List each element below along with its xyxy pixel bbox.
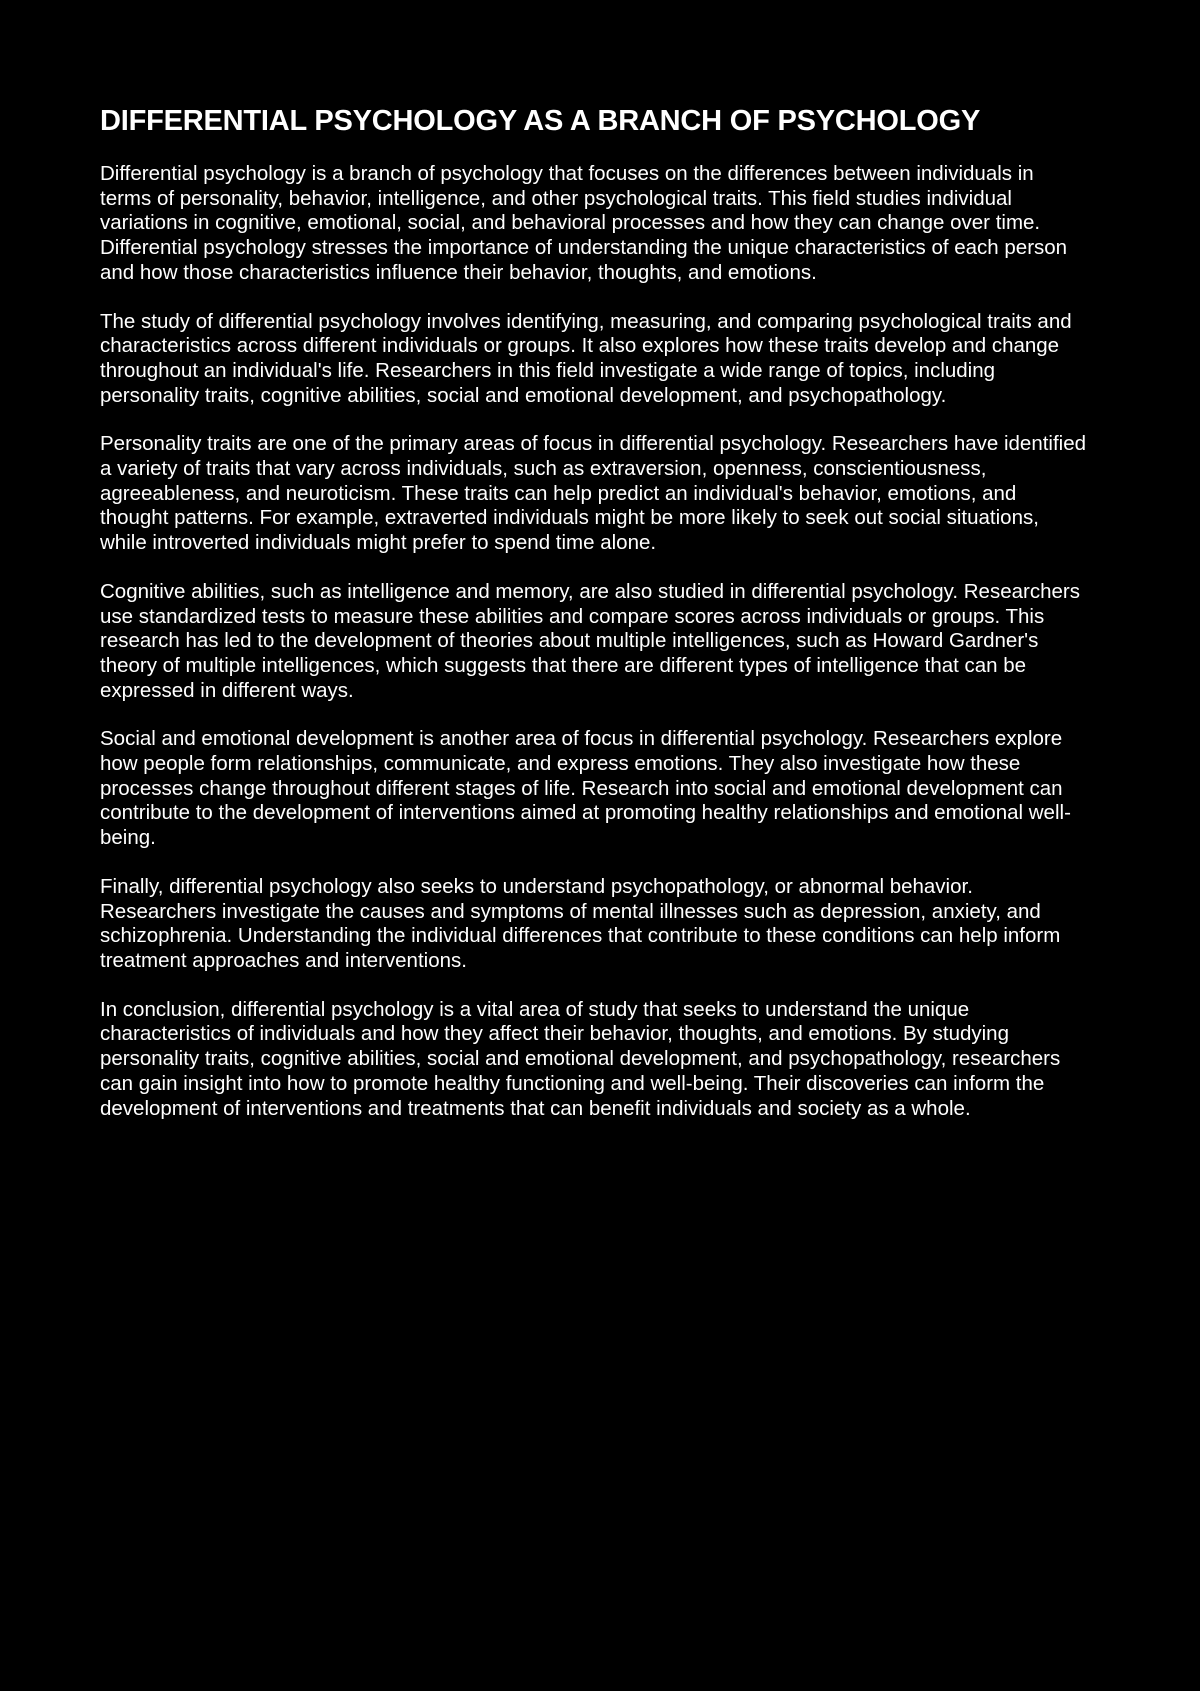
paragraph-introduction: Differential psychology is a branch of psychology that focuses on the differences between individuals in terms of personality, behavior, intelligence, and other psychological traits. This field studies individual variations in cognitive, emotional, social, and behavioral processes and how they can change over time. Differential psychology stresses the importance of understanding the unique characteristics of each person and how those characteristics influence their behavior, thoughts, and emotions. xyxy=(100,162,1068,284)
paragraph-psychopathology: Finally, differential psychology also seeks to understand psychopathology, or abnormal behavior. Researchers investigate the causes and symptoms of mental illnesses such as depression, anxiety, and schizophrenia. Understanding the individual differences that contribute to these conditions can help inform treatment approaches and interventions. xyxy=(100,874,1061,972)
document-title: DIFFERENTIAL PSYCHOLOGY AS A BRANCH OF PSYCHOLOGY xyxy=(100,105,981,137)
paragraph-study-scope: The study of differential psychology involves identifying, measuring, and comparing psychological traits and characteristics across different individuals or groups. It also explores how these traits develop and change throughout an individual's life. Researchers in this field investigate a wide range of topics, including personality traits, cognitive abilities, social and emotional development, and psychopathology. xyxy=(100,309,1072,407)
paragraph-personality-traits: Personality traits are one of the primary areas of focus in differential psychology. Researchers have identified a variety of traits that vary across individuals, such as extraversion, openness, conscientiousness, agreeableness, and neuroticism. These traits can help predict an individual's behavior, emotions, and thought patterns. For example, extraverted individuals might be more likely to seek out social situations, while introverted individuals might prefer to spend time alone. xyxy=(100,432,1087,555)
paragraph-social-emotional-development: Social and emotional development is another area of focus in differential psychology. Researchers explore how people form relationships, communicate, and express emotions. They also investigate how these processes change throughout different stages of life. Research into social and emotional development can contribute to the development of interventions aimed at promoting healthy relationships and emotional well-being. xyxy=(100,727,1071,850)
paragraph-conclusion: In conclusion, differential psychology is a vital area of study that seeks to understand the unique characteristics of individuals and how they affect their behavior, thoughts, and emotions. By studying personality traits, cognitive abilities, social and emotional development, and psychopathology, researchers can gain insight into how to promote healthy functioning and well-being. Their discoveries can inform the development of interventions and treatments that can benefit individuals and society as a whole. xyxy=(100,997,1061,1120)
document-body xyxy=(100,162,1090,1121)
document xyxy=(100,100,1090,1145)
paragraph-cognitive-abilities: Cognitive abilities, such as intelligence and memory, are also studied in differential psychology. Researchers use standardized tests to measure these abilities and compare scores across individuals or groups. This research has led to the development of theories about multiple intelligences, such as Howard Gardner's theory of multiple intelligences, which suggests that there are different types of intelligence that can be expressed in different ways. xyxy=(100,579,1080,702)
